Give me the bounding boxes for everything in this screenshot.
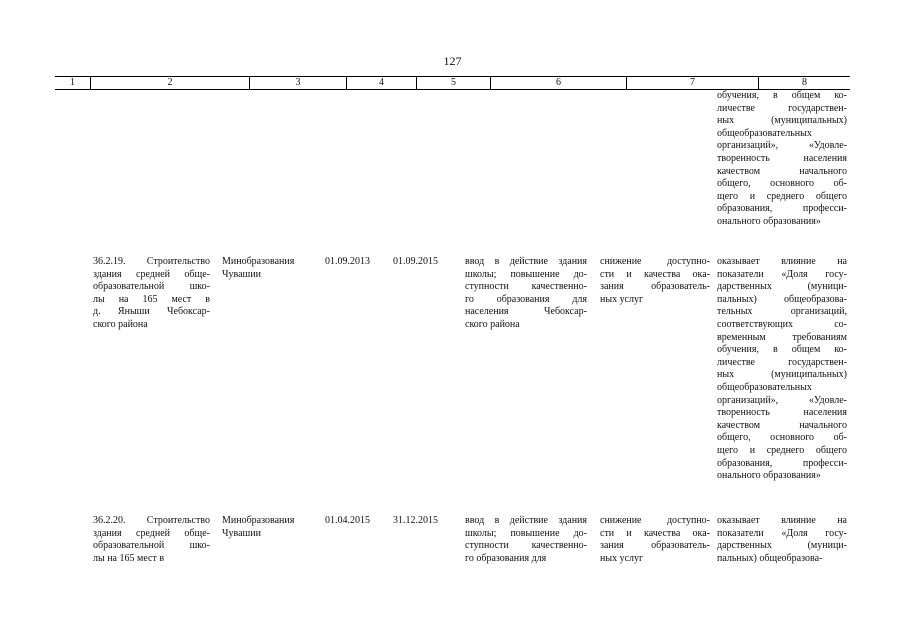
text-line: лы на 165 мест в (93, 552, 165, 564)
text-line: д. Яныши Чебоксар- (93, 306, 210, 318)
row1-col8-relation (717, 256, 847, 483)
row2-col4-start-date: 01.04.2015 (325, 515, 370, 526)
text-line: 36.2.19. Строительство (93, 256, 210, 267)
text-line: зания образователь- (600, 540, 710, 552)
text-line: снижение доступно- (600, 515, 710, 526)
text-line: временным требованиям (717, 331, 847, 343)
text-line: щего и среднего общего (717, 444, 847, 456)
text-line: образовательной шко- (93, 540, 210, 552)
table-header (55, 76, 850, 90)
text-line: дарственных (муници- (717, 281, 847, 293)
text-line: пальных) общеобразова- (717, 552, 823, 564)
row1-col5-end-date: 01.09.2015 (393, 256, 438, 267)
text-line: лы на 165 мест в (93, 293, 210, 305)
text-line: 36.2.20. Строительство (93, 515, 210, 526)
text-line: онального образования» (717, 470, 821, 482)
text-line: населения Чебоксар- (465, 306, 587, 318)
header-col-4: 4 (379, 77, 384, 88)
text-line: обучения, в общем ко- (717, 90, 847, 101)
text-line: творенность населения (717, 407, 847, 419)
header-col-8: 8 (802, 77, 807, 88)
row2-col8-relation (717, 515, 847, 565)
text-line: сти и качества ока- (600, 527, 710, 539)
text-line: организаций», «Удовле- (717, 140, 847, 152)
text-line: онального образования» (717, 215, 821, 227)
text-line: личестве государствен- (717, 102, 847, 114)
text-line: творенность населения (717, 152, 847, 164)
text-line: показатели «Доля госу- (717, 527, 847, 539)
text-line: Минобразования (222, 256, 295, 267)
header-col-7: 7 (690, 77, 695, 88)
text-line: образования, професси- (717, 203, 847, 215)
text-line: общеобразовательных (717, 381, 812, 393)
text-line: школы; повышение до- (465, 268, 587, 280)
text-line: щего и среднего общего (717, 190, 847, 202)
text-line: ввод в действие здания (465, 515, 587, 526)
continuation-col8 (717, 90, 847, 229)
row2-col2-measure (93, 515, 210, 565)
header-col-1: 1 (70, 77, 75, 88)
text-line: качеством начального (717, 419, 847, 431)
row1-col6-result (465, 256, 587, 332)
page-number: 127 (443, 54, 462, 68)
text-line: ных услуг (600, 552, 644, 564)
text-line: организаций», «Удовле- (717, 394, 847, 406)
header-col-3: 3 (295, 77, 301, 88)
text-line: оказывает влияние на (717, 256, 847, 267)
text-line: здания средней обще- (93, 527, 210, 539)
text-line: дарственных (муници- (717, 540, 847, 552)
text-line: оказывает влияние на (717, 515, 847, 526)
row1-col7-consequences (600, 256, 710, 306)
text-line: сти и качества ока- (600, 268, 710, 280)
text-line: качеством начального (717, 165, 847, 177)
text-line: ступности качественно- (465, 540, 587, 552)
text-line: личестве государствен- (717, 356, 847, 368)
text-line: ского района (465, 318, 520, 330)
text-line: здания средней обще- (93, 268, 210, 280)
text-line: общеобразовательных (717, 127, 812, 139)
text-line: ных услуг (600, 293, 644, 305)
text-line: Минобразования (222, 515, 295, 526)
text-line: школы; повышение до- (465, 527, 587, 539)
row2-col5-end-date: 31.12.2015 (393, 515, 438, 526)
row1-col2-measure (93, 256, 210, 332)
text-line: общего, основного об- (717, 432, 847, 444)
text-line: ных (муниципальных) (717, 115, 847, 127)
header-col-5: 5 (451, 77, 456, 88)
text-line: го образования для (465, 552, 547, 564)
row1-col3-executor (222, 256, 312, 281)
header-col-6: 6 (556, 77, 561, 88)
text-line: пальных) общеобразова- (717, 293, 847, 305)
row2-col6-result (465, 515, 587, 565)
text-line: Чувашии (222, 268, 261, 280)
text-line: обучения, в общем ко- (717, 344, 847, 356)
row2-col7-consequences (600, 515, 710, 565)
row2-col3-executor (222, 515, 312, 540)
text-line: го образования для (465, 293, 587, 305)
text-line: соответствующих со- (717, 318, 847, 330)
text-line: образования, професси- (717, 457, 847, 469)
text-line: образовательной шко- (93, 281, 210, 293)
row1-col4-start-date: 01.09.2013 (325, 256, 370, 267)
text-line: показатели «Доля госу- (717, 268, 847, 280)
text-line: ных (муниципальных) (717, 369, 847, 381)
text-line: зания образователь- (600, 281, 710, 293)
text-line: общего, основного об- (717, 178, 847, 190)
text-line: ского района (93, 318, 148, 330)
text-line: ввод в действие здания (465, 256, 587, 267)
text-line: тельных организаций, (717, 306, 847, 318)
text-line: ступности качественно- (465, 281, 587, 293)
text-line: Чувашии (222, 527, 261, 539)
text-line: снижение доступно- (600, 256, 710, 267)
header-col-2: 2 (167, 77, 173, 88)
